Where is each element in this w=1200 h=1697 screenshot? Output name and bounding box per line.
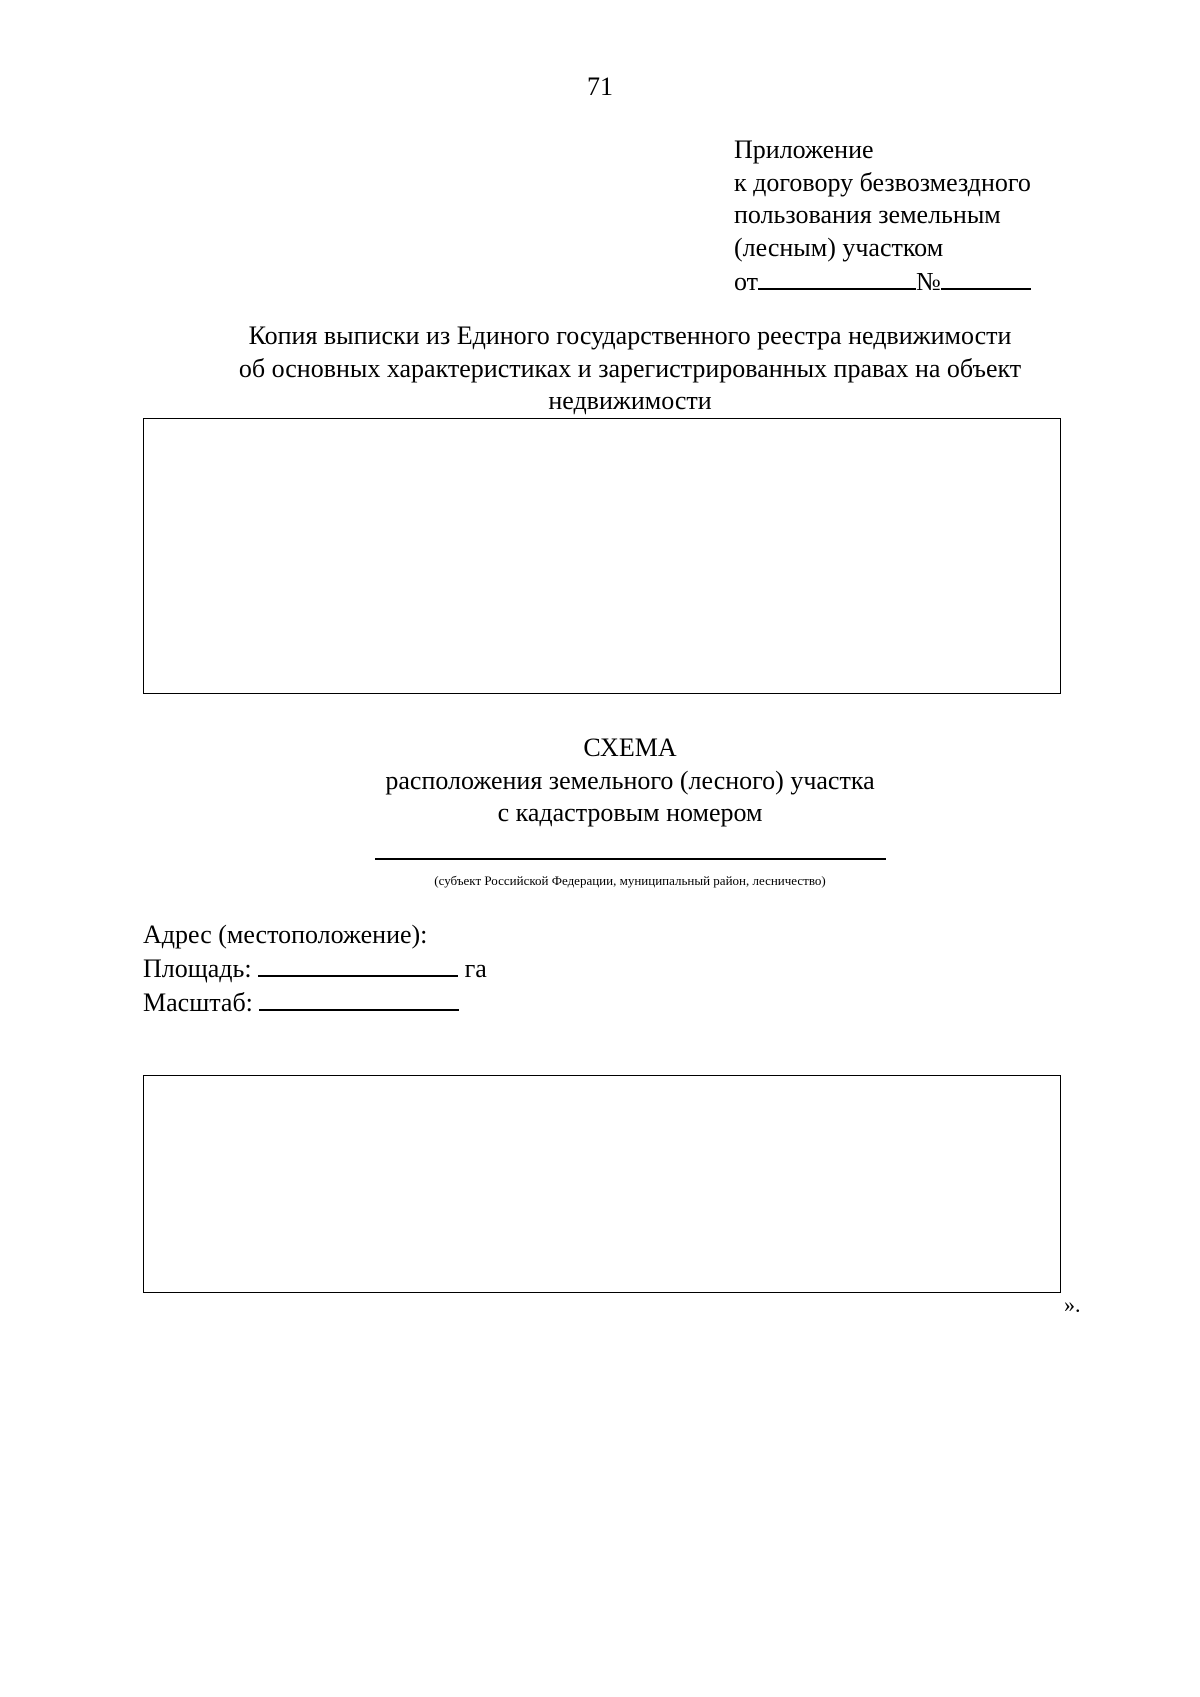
extract-placeholder-box — [143, 418, 1061, 694]
scheme-line-3: с кадастровым номером — [497, 798, 763, 827]
plot-info — [143, 918, 487, 1019]
date-prefix: от — [734, 267, 759, 296]
scheme-placeholder-box — [143, 1075, 1061, 1293]
appendix-line-3: пользования земельным — [734, 200, 1001, 229]
extract-title-line-2: об основных характеристиках и зарегистрированных правах на объект — [238, 353, 1022, 383]
area-label: Площадь: — [143, 954, 252, 983]
extract-title-line-1: Копия выписки из Единого государственного реестра недвижимости — [248, 321, 1012, 350]
scale-blank — [259, 985, 459, 1011]
closing-quote: ». — [1064, 1292, 1081, 1317]
appendix-date-number-line — [734, 264, 1031, 299]
appendix-header — [734, 134, 1031, 299]
extract-title — [160, 320, 1100, 418]
subject-blank-line — [375, 858, 886, 860]
appendix-line-1: Приложение — [734, 135, 874, 164]
scheme-heading: СХЕМА — [583, 733, 677, 762]
date-blank — [758, 264, 916, 290]
area-line — [143, 951, 487, 985]
appendix-line-4: (лесным) участком — [734, 232, 944, 262]
scheme-title — [300, 732, 960, 830]
number-sign: № — [916, 267, 941, 296]
scale-line — [143, 985, 487, 1019]
area-blank — [258, 951, 458, 977]
scale-label: Масштаб: — [143, 988, 253, 1017]
extract-title-line-3: недвижимости — [548, 386, 712, 415]
subject-caption: (субъект Российской Федерации, муниципальный район, лесничество) — [434, 873, 826, 888]
area-unit: га — [464, 954, 487, 983]
number-blank — [941, 264, 1031, 290]
appendix-line-2: к договору безвозмездного — [734, 167, 1031, 197]
page-number: 71 — [587, 72, 613, 101]
address-label: Адрес (местоположение): — [143, 920, 428, 949]
scheme-line-2: расположения земельного (лесного) участка — [385, 765, 875, 795]
